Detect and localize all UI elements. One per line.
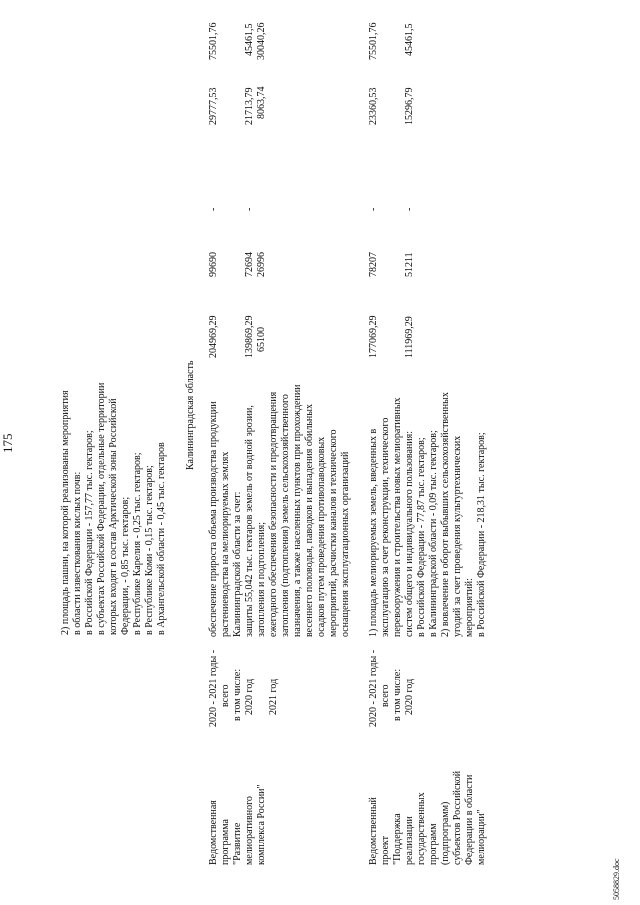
description-line: растениеводства на мелиорируемых землях (220, 451, 231, 637)
period-label: в том числе: (392, 668, 403, 721)
description-line: систем общего и индивидуального пользования: (404, 430, 415, 637)
description-line: весеннего половодья, паводков и выпадения обильных (304, 404, 315, 637)
value-regional: 29777,53 (208, 87, 219, 125)
value-regional: 23360,53 (368, 87, 379, 125)
period-label: 2020 - 2021 годы - (368, 649, 379, 727)
value-total: 111969,29 (404, 316, 415, 358)
period-label: в том числе: (232, 668, 243, 721)
value-total: 139869,29 (244, 315, 255, 358)
value-total: 204969,29 (208, 315, 219, 358)
description-line: обеспечение прироста объема производства продукции (208, 401, 219, 637)
period-label: 2020 год (404, 678, 415, 715)
program-name-line: Ведомственная (208, 800, 219, 865)
description-line: мероприятий: (464, 578, 475, 637)
value-federal: 72694 (244, 252, 255, 277)
program-name-line: Ведомственный (368, 797, 379, 865)
program-name-line: субъектов Российской (452, 770, 463, 865)
text-line: в Республике Карелия - 0,25 тыс. гектаров; (132, 452, 143, 635)
description-line: перевооружения и строительства новых мелиоративных (392, 397, 403, 637)
program-name-line: программ (428, 823, 439, 865)
description-line: в Российской Федерации - 218,31 тыс. гектаров; (476, 432, 487, 637)
text-line: 2) площадь пашни, на которой реализованы мероприятия (60, 390, 71, 635)
period-label: 2021 год (268, 678, 279, 715)
program-name-line: программа (220, 819, 231, 865)
text-line: которых входят в состав Арктической зоны Российской (108, 398, 119, 635)
description-line: ежегодного обеспечения безопасности и предотвращения (268, 391, 279, 637)
period-label: всего (380, 684, 391, 707)
value-other: - (244, 207, 255, 211)
text-line: в области известкования кислых почв: (72, 471, 83, 635)
value-regional: 8063,74 (256, 86, 267, 119)
text-line: в Республике Коми - 0,15 тыс. гектаров; (144, 465, 155, 635)
description-line: осадков путем проведения противопаводковых (316, 436, 327, 637)
text-line: в Российской Федерации - 157,77 тыс. гектаров; (84, 430, 95, 635)
value-federal: 26996 (256, 252, 267, 277)
description-line: эксплуатацию за счет реконструкции, технического (380, 417, 391, 637)
program-name-line: реализации (404, 816, 415, 865)
text-line: Федерации, - 0,85 тыс. гектаров; (120, 496, 131, 635)
description-line: назначения, а также населенных пунктов при прохождении (292, 384, 303, 637)
text-line: в субъектах Российской Федерации, отдельные территории (96, 382, 107, 635)
value-extra: 75501,76 (368, 22, 379, 60)
description-line: 1) площадь мелиорируемых земель, введенных в (368, 428, 379, 637)
program-name-line: Федерации в области (464, 774, 475, 865)
value-extra: 30040,26 (256, 22, 267, 60)
program-name-line: мелиоративного (244, 796, 255, 865)
program-name-line: (подпрограмм) (440, 801, 451, 865)
period-label: всего (220, 684, 231, 707)
description-line: в Российской Федерации - 77,87 тыс. гектаров; (416, 437, 427, 637)
value-total: 65100 (256, 327, 267, 352)
description-line: в Калининградской области - 0,09 тыс. гектаров; (428, 430, 439, 637)
description-line: Калининградской области за счет: (232, 491, 243, 637)
period-label: 2020 - 2021 годы - (208, 649, 219, 727)
description-line: оснащения эксплуатационных организаций (340, 451, 351, 637)
value-federal: 99690 (208, 252, 219, 277)
value-other: - (404, 207, 415, 211)
description-line: затопления и подтопления; (256, 521, 267, 637)
description-line: угодий за счет проведения культуртехнических (452, 435, 463, 637)
value-extra: 75501,76 (208, 22, 219, 60)
period-label: 2020 год (244, 678, 255, 715)
value-regional: 21713,79 (244, 87, 255, 125)
program-name-line: государственных (416, 792, 427, 865)
program-name-line: комплекса России" (256, 784, 267, 865)
description-line: защиты 55,042 тыс. гектаров земель от водной эрозии, (244, 405, 255, 637)
program-name-line: "Поддержка (392, 813, 403, 865)
program-name-line: проект (380, 835, 391, 865)
value-other: - (208, 207, 219, 211)
value-extra: 45461,5 (244, 23, 255, 56)
region-heading: Калининградская область (185, 360, 196, 470)
description-line: 2) вовлечение в оборот выбывших сельскохозяйственных (440, 392, 451, 637)
value-federal: 51211 (404, 252, 415, 277)
doc-code: 5058829.doc (612, 858, 621, 900)
value-extra: 45461,5 (404, 23, 415, 56)
page-number: 175 (0, 433, 15, 453)
value-total: 177069,29 (368, 315, 379, 358)
value-other: - (368, 207, 379, 211)
value-federal: 78207 (368, 252, 379, 277)
program-name-line: мелиорации" (476, 809, 487, 865)
text-line: в Архангельской области - 0,45 тыс. гектаров (156, 442, 167, 635)
description-line: мероприятий, расчистки каналов и технического (328, 429, 339, 637)
description-line: затопления (подтопления) земель сельскохозяйственного (280, 394, 291, 637)
value-regional: 15296,79 (404, 87, 415, 125)
program-name-line: "Развитие (232, 822, 243, 865)
